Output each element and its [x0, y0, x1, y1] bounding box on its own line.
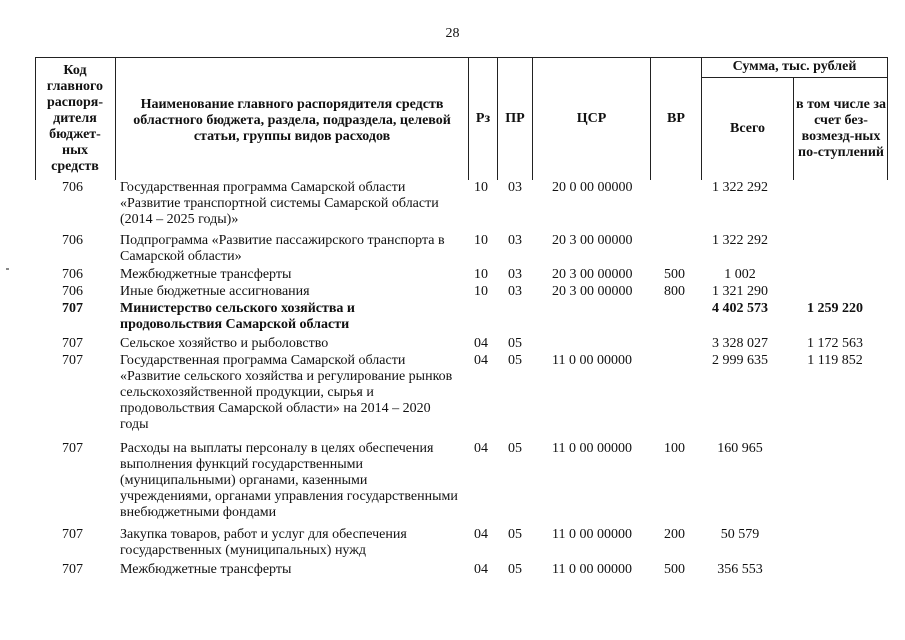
header-total: Всего — [730, 121, 765, 136]
cell-code: 706 — [62, 267, 83, 282]
cell-total: 1 322 292 — [712, 180, 768, 195]
header-name: Наименование главного распорядителя средств областного бюджета, раздела, подраздела, целевой статьи, группы видов расходов — [133, 96, 451, 144]
cell-pr: 03 — [508, 180, 522, 195]
cell-csr: 11 0 00 00000 — [552, 527, 632, 542]
cell-name: Государственная программа Самарской области «Развитие сельского хозяйства и регулирование рынков сельскохозяйственной продукции, сырья и продовольствия Самарской области» на 2014 – 2020 годы — [120, 353, 453, 432]
cell-vr: 500 — [664, 562, 685, 577]
cell-code: 707 — [62, 562, 83, 577]
cell-pr: 05 — [508, 353, 522, 368]
cell-name: Подпрограмма «Развитие пассажирского транспорта в Самарской области» — [120, 233, 445, 264]
cell-code: 706 — [62, 284, 83, 299]
cell-name: Межбюджетные трансферты — [120, 267, 292, 282]
cell-total: 160 965 — [717, 441, 763, 456]
cell-name: Расходы на выплаты персоналу в целях обеспечения выполнения функций государственными (муниципальными) органами, казенными учреждениями, органами управления государственными внебюджетными фондами — [120, 441, 458, 520]
cell-total: 1 002 — [724, 267, 756, 282]
cell-total: 356 553 — [717, 562, 763, 577]
cell-rz: 04 — [474, 441, 488, 456]
header-including: в том числе за счет без-возмезд-ных по-ступлений — [796, 97, 886, 160]
cell-rz: 10 — [474, 267, 488, 282]
header-border-left — [35, 57, 36, 180]
cell-name: Межбюджетные трансферты — [120, 562, 292, 577]
cell-total: 1 321 290 — [712, 284, 768, 299]
header-vr: ВР — [667, 110, 685, 126]
cell-vr: 200 — [664, 527, 685, 542]
header-csr: ЦСР — [576, 110, 607, 126]
cell-csr: 20 3 00 00000 — [552, 284, 633, 299]
cell-total: 1 322 292 — [712, 233, 768, 248]
cell-name: Государственная программа Самарской области «Развитие транспортной системы Самарской области (2014 – 2025 годы)» — [120, 180, 439, 227]
cell-csr: 11 0 00 00000 — [552, 441, 632, 456]
cell-vr: 500 — [664, 267, 685, 282]
header-divider-1 — [115, 57, 116, 180]
cell-vr: 100 — [664, 441, 685, 456]
header-code: Код главного распоря-дителя бюджет-ных средств — [46, 62, 104, 174]
cell-csr: 11 0 00 00000 — [552, 353, 632, 368]
cell-vr: 800 — [664, 284, 685, 299]
cell-rz: 10 — [474, 233, 488, 248]
cell-code: 707 — [62, 527, 83, 542]
cell-code: 707 — [62, 336, 83, 351]
cell-pr: 03 — [508, 284, 522, 299]
cell-code: 707 — [62, 301, 83, 316]
cell-code: 706 — [62, 233, 83, 248]
cell-total: 3 328 027 — [712, 336, 768, 351]
cell-code: 707 — [62, 441, 83, 456]
cell-pr: 05 — [508, 441, 522, 456]
header-pr: ПР — [505, 110, 525, 126]
cell-total: 2 999 635 — [712, 353, 768, 368]
cell-pr: 03 — [508, 267, 522, 282]
cell-pr: 05 — [508, 562, 522, 577]
cell-including: 1 119 852 — [807, 353, 863, 368]
cell-name: Сельское хозяйство и рыболовство — [120, 336, 329, 351]
cell-rz: 10 — [474, 284, 488, 299]
cell-csr: 20 0 00 00000 — [552, 180, 633, 195]
cell-rz: 04 — [474, 336, 488, 351]
cell-including: 1 259 220 — [807, 301, 863, 316]
header-border-right — [887, 57, 888, 180]
header-sum-group: Сумма, тыс. рублей — [732, 59, 857, 74]
cell-rz: 04 — [474, 353, 488, 368]
cell-rz: 04 — [474, 527, 488, 542]
cell-name: Иные бюджетные ассигнования — [120, 284, 310, 299]
cell-rz: 04 — [474, 562, 488, 577]
header-divider-7 — [793, 77, 794, 180]
cell-pr: 05 — [508, 336, 522, 351]
header-rz: Рз — [475, 110, 491, 126]
cell-rz: 10 — [474, 180, 488, 195]
cell-including: 1 172 563 — [807, 336, 863, 351]
cell-csr: 20 3 00 00000 — [552, 267, 633, 282]
cell-csr: 11 0 00 00000 — [552, 562, 632, 577]
cell-name: Закупка товаров, работ и услуг для обеспечения государственных (муниципальных) нужд — [120, 527, 407, 558]
cell-code: 706 — [62, 180, 83, 195]
cell-csr: 20 3 00 00000 — [552, 233, 633, 248]
cell-total: 50 579 — [720, 527, 760, 542]
cell-pr: 03 — [508, 233, 522, 248]
cell-name: Министерство сельского хозяйства и продовольствия Самарской области — [120, 301, 355, 332]
page-number: 28 — [445, 26, 460, 41]
cell-code: 707 — [62, 353, 83, 368]
cell-pr: 05 — [508, 527, 522, 542]
stray-mark — [6, 268, 9, 270]
cell-total: 4 402 573 — [712, 301, 768, 316]
table-header — [35, 57, 888, 180]
